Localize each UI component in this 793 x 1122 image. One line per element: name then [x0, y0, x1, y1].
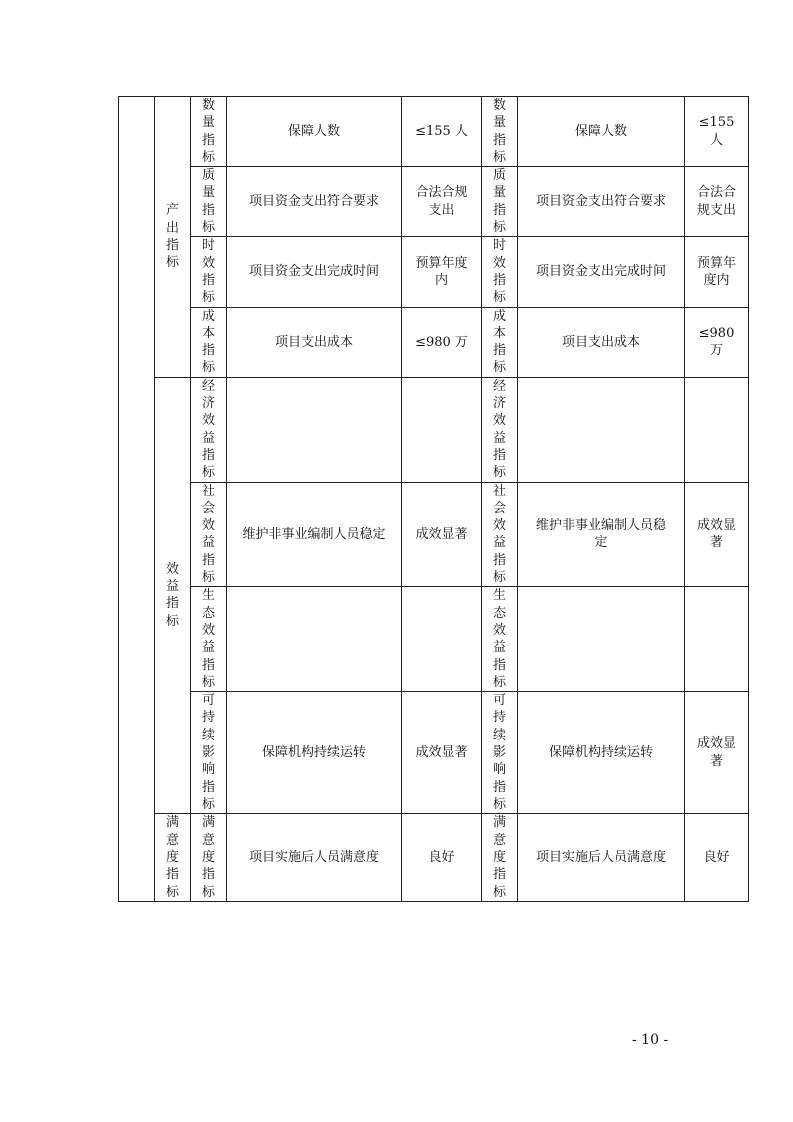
value-cell-left — [402, 587, 482, 692]
indicator-cell-left: 保障机构持续运转 — [227, 692, 402, 814]
table-body — [119, 97, 749, 902]
level2-cell-left: 质 量 指 标 — [191, 167, 227, 237]
table-row — [119, 97, 749, 167]
value-cell-left — [402, 377, 482, 482]
level2-cell-right: 生 态 效 益 指 标 — [482, 587, 518, 692]
level2-cell-left: 可 持 续 影 响 指 标 — [191, 692, 227, 814]
value-cell-left: 成效显著 — [402, 692, 482, 814]
level2-cell-right: 质 量 指 标 — [482, 167, 518, 237]
value-cell-left: 成效显著 — [402, 482, 482, 587]
indicator-cell-left: 维护非事业编制人员稳定 — [227, 482, 402, 587]
value-cell-right: 良好 — [685, 814, 749, 902]
table-row — [119, 587, 749, 692]
level2-cell-left: 满 意 度 指 标 — [191, 814, 227, 902]
indicator-cell-right: 项目实施后人员满意度 — [518, 814, 685, 902]
indicator-cell-left — [227, 377, 402, 482]
level1-output-indicator: 产 出 指 标 — [155, 97, 191, 378]
level2-cell-left: 时 效 指 标 — [191, 237, 227, 307]
indicator-cell-left: 项目支出成本 — [227, 307, 402, 377]
level2-cell-right: 满 意 度 指 标 — [482, 814, 518, 902]
level1-satisfaction-indicator: 满 意 度 指 标 — [155, 814, 191, 902]
value-cell-left: 预算年度 内 — [402, 237, 482, 307]
value-cell-right: ≤980 万 — [685, 307, 749, 377]
indicator-cell-right: 保障机构持续运转 — [518, 692, 685, 814]
level2-cell-right: 数 量 指 标 — [482, 97, 518, 167]
table-row — [119, 307, 749, 377]
indicator-cell-right: 保障人数 — [518, 97, 685, 167]
indicator-cell-left: 项目资金支出符合要求 — [227, 167, 402, 237]
value-cell-left: ≤980 万 — [402, 307, 482, 377]
indicator-cell-right: 项目支出成本 — [518, 307, 685, 377]
table-row — [119, 167, 749, 237]
value-cell-left: ≤155 人 — [402, 97, 482, 167]
level2-cell-left: 社 会 效 益 指 标 — [191, 482, 227, 587]
value-cell-right — [685, 587, 749, 692]
value-cell-left: 合法合规 支出 — [402, 167, 482, 237]
table-row — [119, 482, 749, 587]
level2-cell-right: 成 本 指 标 — [482, 307, 518, 377]
value-cell-left: 良好 — [402, 814, 482, 902]
level2-cell-left: 生 态 效 益 指 标 — [191, 587, 227, 692]
value-cell-right: 预算年 度内 — [685, 237, 749, 307]
level2-cell-right: 社 会 效 益 指 标 — [482, 482, 518, 587]
indicator-cell-right: 项目资金支出符合要求 — [518, 167, 685, 237]
value-cell-right — [685, 377, 749, 482]
level2-cell-left: 经 济 效 益 指 标 — [191, 377, 227, 482]
level2-cell-right: 时 效 指 标 — [482, 237, 518, 307]
value-cell-right: 成效显 著 — [685, 482, 749, 587]
table-row — [119, 237, 749, 307]
page-number: - 10 - — [632, 1032, 669, 1048]
level2-cell-right: 经 济 效 益 指 标 — [482, 377, 518, 482]
indicator-cell-right: 项目资金支出完成时间 — [518, 237, 685, 307]
level1-benefit-indicator: 效 益 指 标 — [155, 377, 191, 813]
indicator-cell-right — [518, 377, 685, 482]
table-row — [119, 692, 749, 814]
indicator-cell-left: 项目资金支出完成时间 — [227, 237, 402, 307]
value-cell-right: 合法合 规支出 — [685, 167, 749, 237]
indicator-cell-left: 项目实施后人员满意度 — [227, 814, 402, 902]
indicator-cell-right — [518, 587, 685, 692]
indicator-cell-right: 维护非事业编制人员稳 定 — [518, 482, 685, 587]
level2-cell-right: 可 持 续 影 响 指 标 — [482, 692, 518, 814]
level0-blank-cell — [119, 97, 155, 902]
table-row — [119, 814, 749, 902]
performance-indicator-table — [118, 96, 749, 902]
level2-cell-left: 数 量 指 标 — [191, 97, 227, 167]
value-cell-right: 成效显 著 — [685, 692, 749, 814]
indicator-cell-left — [227, 587, 402, 692]
level2-cell-left: 成 本 指 标 — [191, 307, 227, 377]
value-cell-right: ≤155 人 — [685, 97, 749, 167]
table-row — [119, 377, 749, 482]
indicator-cell-left: 保障人数 — [227, 97, 402, 167]
